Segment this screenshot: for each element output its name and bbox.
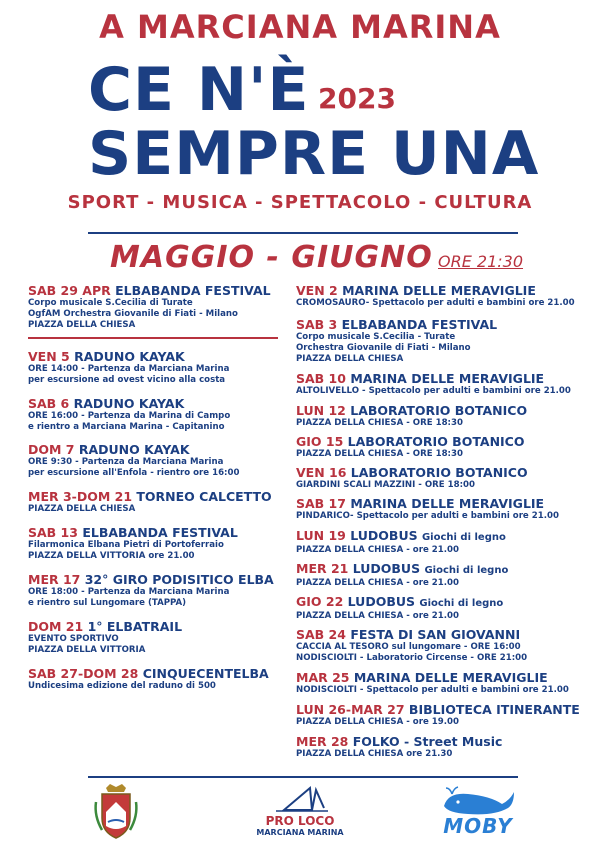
event-name: MARINA DELLE MERAVIGLIE	[350, 496, 545, 511]
event-detail-line: NODISCIOLTI - Laboratorio Circense - ORE 21:00	[296, 653, 528, 663]
event-item	[28, 666, 290, 692]
event-title	[28, 396, 290, 411]
event-detail-line: NODISCIOLTI - Spettacolo per adulti e bambini ore 21.00	[296, 685, 569, 695]
event-detail-line: PIAZZA DELLA CHIESA - ore 21.00	[296, 578, 459, 588]
event-date: MAR 25	[296, 670, 350, 685]
event-item	[296, 702, 596, 728]
left-column	[28, 283, 290, 698]
event-item	[296, 283, 596, 309]
event-item	[28, 283, 290, 331]
event-title	[296, 528, 596, 545]
event-detail-line: e rientro a Marciana Marina - Capitanino	[28, 422, 225, 432]
event-title	[296, 283, 596, 298]
event-detail-line: PIAZZA DELLA CHIESA	[28, 320, 136, 330]
event-item	[296, 403, 596, 429]
proloco-subtitle: MARCIANA MARINA	[256, 828, 344, 837]
event-date: MER 3-DOM 21	[28, 489, 133, 504]
event-title	[296, 403, 596, 418]
event-date: MER 17	[28, 572, 81, 587]
event-subtitle: Giochi di legno	[421, 532, 506, 543]
event-item	[296, 594, 596, 622]
event-detail-line: PINDARICO- Spettacolo per adulti e bambini ore 21.00	[296, 511, 559, 521]
moby-text: MOBY	[443, 814, 513, 838]
event-detail-line: PIAZZA DELLA CHIESA - ORE 18:30	[296, 449, 463, 459]
event-item	[28, 572, 290, 609]
event-item	[296, 434, 596, 460]
event-name: LABORATORIO BOTANICO	[350, 403, 528, 418]
event-detail-line: PIAZZA DELLA CHIESA - ore 21.00	[296, 545, 459, 555]
event-title	[28, 442, 290, 457]
headline-line-2: SEMPRE UNA	[88, 119, 540, 189]
event-name: BIBLIOTECA ITINERANTE	[408, 702, 580, 717]
event-item	[28, 619, 290, 656]
divider-top	[88, 232, 518, 234]
event-name: ELBABANDA FESTIVAL	[341, 317, 498, 332]
event-date: SAB 13	[28, 525, 78, 540]
event-date: SAB 3	[296, 317, 338, 332]
event-name: MARINA DELLE MERAVIGLIE	[353, 670, 548, 685]
headline-line-1: CE N'È	[88, 55, 310, 125]
event-detail-line: CACCIA AL TESORO sul lungomare - ORE 16:00	[296, 642, 521, 652]
event-title	[296, 702, 596, 717]
event-name: LUDOBUS	[350, 528, 418, 543]
event-subtitle: Giochi di legno	[419, 598, 504, 609]
proloco-logo	[256, 784, 344, 840]
event-detail-line: OgfAM Orchestra Giovanile di Fiati - Milano	[28, 309, 238, 319]
event-date: SAB 17	[296, 496, 346, 511]
event-name: ELBABANDA FESTIVAL	[82, 525, 238, 540]
event-name: CINQUECENTELBA	[142, 666, 269, 681]
event-detail-line: Orchestra Giovanile di Fiati - Milano	[296, 343, 471, 353]
event-detail-line: ORE 16:00 - Partenza da Marina di Campo	[28, 411, 231, 421]
event-item	[296, 528, 596, 556]
event-date: DOM 7	[28, 442, 75, 457]
event-item	[296, 734, 596, 760]
event-title	[296, 465, 596, 480]
event-title	[28, 666, 290, 681]
divider-bottom	[88, 776, 518, 778]
event-detail-line: Filarmonica Elbana Pietri di Portoferraio	[28, 540, 224, 550]
event-detail-line: Corpo musicale S.Cecilia di Turate	[28, 298, 193, 308]
event-detail-line: ORE 18:00 - Partenza da Marciana Marina	[28, 587, 230, 597]
event-detail-line: ORE 14:00 - Partenza da Marciana Marina	[28, 364, 230, 374]
event-name: 32° GIRO PODISITICO ELBA	[84, 572, 274, 587]
event-item	[296, 496, 596, 522]
year-label: 2023	[318, 82, 396, 115]
event-item	[28, 525, 290, 562]
right-column	[296, 283, 596, 764]
event-detail-line: PIAZZA DELLA VITTORIA ore 21.00	[28, 551, 195, 561]
event-detail-line: ORE 9:30 - Partenza da Marciana Marina	[28, 457, 224, 467]
event-date: SAB 27-DOM 28	[28, 666, 139, 681]
event-item	[296, 670, 596, 696]
event-subtitle: Giochi di legno	[424, 565, 509, 576]
event-detail-line: PIAZZA DELLA CHIESA - ore 19.00	[296, 717, 459, 727]
event-date: LUN 26-MAR 27	[296, 702, 405, 717]
event-date: MER 21	[296, 561, 349, 576]
event-name: MARINA DELLE MERAVIGLIE	[342, 283, 536, 298]
event-detail-line: per escursione ad ovest vicino alla costa	[28, 375, 226, 385]
event-title	[296, 496, 596, 511]
event-item	[28, 396, 290, 433]
event-name: LUDOBUS	[352, 561, 421, 576]
event-date: SAB 29 APR	[28, 283, 111, 298]
event-title	[296, 627, 596, 642]
event-date: GIO 22	[296, 594, 344, 609]
event-date: SAB 10	[296, 371, 346, 386]
event-title	[296, 561, 596, 578]
event-detail-line: PIAZZA DELLA CHIESA - ORE 18:30	[296, 418, 463, 428]
event-title	[28, 525, 290, 540]
event-name: ELBABANDA FESTIVAL	[115, 283, 271, 298]
event-title	[28, 283, 290, 298]
event-detail-line: e rientro sul Lungomare (TAPPA)	[28, 598, 187, 608]
event-name: RADUNO KAYAK	[74, 349, 185, 364]
event-title	[28, 619, 290, 634]
event-date: LUN 19	[296, 528, 346, 543]
event-detail-line: PIAZZA DELLA CHIESA	[28, 504, 136, 514]
event-title	[296, 317, 596, 332]
event-detail-line: Corpo musicale S.Cecilia - Turate	[296, 332, 456, 342]
event-item	[296, 465, 596, 491]
event-title	[296, 371, 596, 386]
sailboat-icon	[262, 784, 338, 814]
event-detail-line: PIAZZA DELLA CHIESA ore 21.30	[296, 749, 453, 759]
event-date: VEN 5	[28, 349, 70, 364]
event-date: VEN 16	[296, 465, 347, 480]
event-name: LABORATORIO BOTANICO	[350, 465, 528, 480]
event-detail-line: PIAZZA DELLA VITTORIA	[28, 645, 146, 655]
event-detail-line: Undicesima edizione del raduno di 500	[28, 681, 216, 691]
event-date: GIO 15	[296, 434, 344, 449]
event-title	[28, 572, 290, 587]
top-title: A MARCIANA MARINA	[99, 8, 501, 46]
event-item	[296, 371, 596, 397]
event-item	[296, 561, 596, 589]
event-item	[28, 442, 290, 479]
event-name: TORNEO CALCETTO	[136, 489, 272, 504]
event-item	[28, 489, 290, 515]
event-name: LABORATORIO BOTANICO	[347, 434, 525, 449]
event-detail-line: EVENTO SPORTIVO	[28, 634, 119, 644]
event-title	[296, 734, 596, 749]
event-title	[28, 489, 290, 504]
event-date: SAB 24	[296, 627, 346, 642]
event-item	[296, 627, 596, 664]
event-title	[28, 349, 290, 364]
event-date: VEN 2	[296, 283, 338, 298]
event-date: LUN 12	[296, 403, 346, 418]
month-title: MAGGIO - GIUGNO	[110, 240, 433, 275]
divider-left-red	[28, 337, 278, 339]
event-detail-line: PIAZZA DELLA CHIESA	[296, 354, 404, 364]
proloco-title: PRO LOCO	[265, 814, 335, 828]
event-detail-line: CROMOSAURO- Spettacolo per adulti e bambini ore 21.00	[296, 298, 575, 308]
municipality-crest-logo	[92, 782, 140, 842]
event-title	[296, 670, 596, 685]
event-detail-line: GIARDINI SCALI MAZZINI - ORE 18:00	[296, 480, 475, 490]
event-title	[296, 434, 596, 449]
event-name: MARINA DELLE MERAVIGLIE	[350, 371, 545, 386]
event-name: FOLKO - Street Music	[352, 734, 503, 749]
event-detail-line: PIAZZA DELLA CHIESA - ore 21.00	[296, 611, 459, 621]
event-detail-line: per escursione all'Enfola - rientro ore 16:00	[28, 468, 240, 478]
event-detail-line: ALTOLIVELLO - Spettacolo per adulti e bambini ore 21.00	[296, 386, 571, 396]
event-item	[296, 317, 596, 365]
themes-line: SPORT - MUSICA - SPETTACOLO - CULTURA	[67, 192, 533, 213]
event-date: DOM 21	[28, 619, 84, 634]
event-item	[28, 349, 290, 386]
event-name: LUDOBUS	[347, 594, 416, 609]
event-name: RADUNO KAYAK	[73, 396, 185, 411]
event-name: 1° ELBATRAIL	[87, 619, 183, 634]
event-title	[296, 594, 596, 611]
event-date: SAB 6	[28, 396, 70, 411]
event-name: FESTA DI SAN GIOVANNI	[350, 627, 521, 642]
event-date: MER 28	[296, 734, 349, 749]
event-name: RADUNO KAYAK	[78, 442, 190, 457]
moby-logo	[438, 786, 518, 838]
time-label: ORE 21:30	[438, 252, 524, 271]
